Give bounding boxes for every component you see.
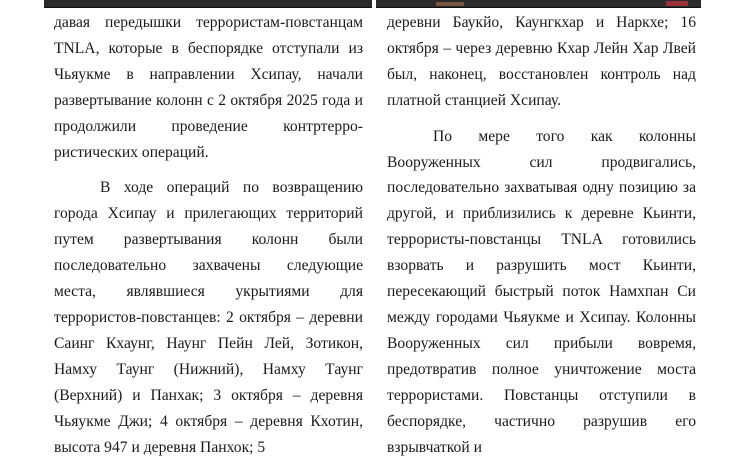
- right-paragraph-1: деревни Баукйо, Каунгкхар и Наркхе; 16 октября – через деревню Кхар Лейн Хар Лвей был, наконец, восстановлен контроль над платной станцией Хсипау.: [387, 14, 696, 109]
- right-text-column: [387, 10, 696, 470]
- left-photo-edge: [44, 0, 372, 8]
- right-photo-edge: [376, 0, 701, 8]
- left-paragraph-2: В ходе операций по возвращению города Хсипау и прилегающих территорий путем развертывания колонн были последовательно захвачены следующие места, являвшиеся укрытиями для террористов-повстанцев: 2 октября – деревни Саинг Кхаунг, Наунг Пейн Лей, Зотикон, Намху Таунг (Нижний), Намху Таунг (Верхний) и Панхак; 3 октября – деревня Чьяукме Джи; 4 октября – деревня Кхотин, высота 947 и деревня Панхок; 5: [54, 179, 363, 456]
- left-paragraph-1: давая передышки террористам-повстанцам TNLA, которые в беспорядке отступали из Чьяукме в направлении Хсипау, начали развертывание колонн с 2 октября 2025 года и продолжили проведение контртерро-ристических операций.: [54, 14, 363, 161]
- left-text-column: [54, 10, 363, 470]
- right-paragraph-2: По мере того как колонны Вооруженных сил продвигались, последовательно захватывая одну позицию за другой, и приблизились к деревне Кьинти, террористы-повстанцы TNLA готовились взорвать и разрушить мост Кьинти, пересекающий быстрый поток Намхпан Си между городами Чьяукме и Хсипау. Колонны Вооруженных сил прибыли вовремя, предотвратив полное уничтожение моста террористами. Повстанцы отступили в беспорядке, частично разрушив его взрывчаткой и: [387, 127, 696, 456]
